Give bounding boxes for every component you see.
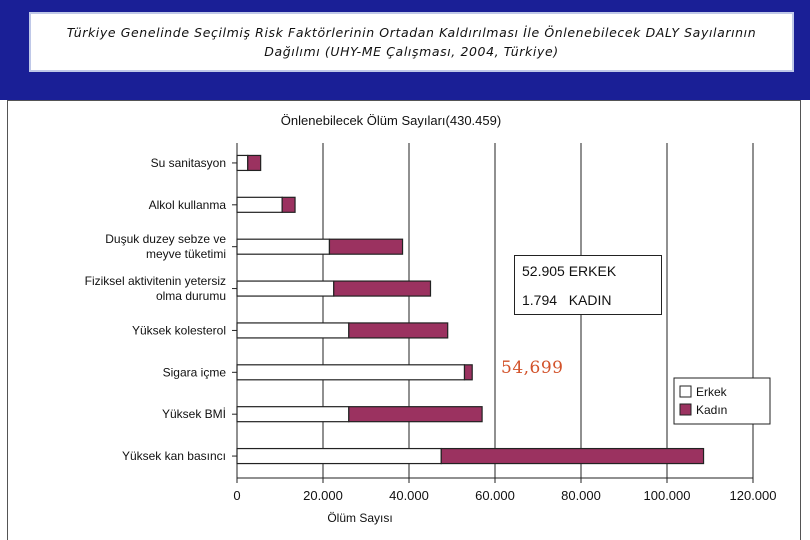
bar-erkek-3 [237, 239, 329, 254]
bar-erkek-1 [237, 155, 248, 170]
annotation-box [514, 255, 662, 315]
bar-erkek-7 [237, 407, 349, 422]
x-axis-label: Ölüm Sayısı [327, 511, 393, 525]
x-tick-label: 80.000 [561, 488, 601, 503]
bar-kadın-8 [441, 449, 703, 464]
slide-title-line2: Dağılımı (UHY-ME Çalışması, 2004, Türkiye) [264, 44, 559, 59]
bar-kadın-4 [334, 281, 431, 296]
annotation-line-kadin: 1.794 KADIN [522, 292, 612, 308]
category-label: olma durumu [155, 289, 226, 304]
category-label: Duşuk duzey sebze ve [105, 232, 226, 247]
x-tick-label: 100.000 [643, 488, 691, 503]
bar-erkek-6 [237, 365, 464, 380]
bar-erkek-5 [237, 323, 349, 338]
x-tick-label: 0 [233, 488, 241, 503]
bar-kadın-1 [248, 155, 261, 170]
legend-swatch-erkek [680, 386, 691, 397]
category-label: Alkol kullanma [148, 197, 226, 212]
chart-title: Önlenebilecek Ölüm Sayıları(430.459) [280, 113, 502, 128]
category-label: Su sanitasyon [150, 155, 226, 170]
legend-label-kadın: Kadın [696, 403, 728, 417]
bar-erkek-4 [237, 281, 334, 296]
bar-kadın-3 [329, 239, 402, 254]
slide-title-line1: Türkiye Genelinde Seçilmiş Risk Faktörlerinin Ortadan Kaldırılması İle Önlenebilecek DALY Sayılarının [66, 25, 757, 40]
x-tick-label: 40.000 [389, 488, 429, 503]
bar-kadın-5 [349, 323, 448, 338]
category-label: Yüksek BMİ [161, 407, 226, 422]
category-label: Fiziksel aktivitenin yetersiz [84, 274, 226, 289]
bar-kadın-2 [282, 197, 295, 212]
bar-erkek-8 [237, 449, 441, 464]
x-tick-label: 120.000 [729, 488, 777, 503]
annotation-line-erkek: 52.905 ERKEK [522, 263, 617, 279]
highlight-value: 54,699 [501, 358, 564, 378]
bar-kadın-6 [464, 365, 472, 380]
category-label: meyve tüketimi [145, 247, 226, 262]
bar-kadın-7 [349, 407, 482, 422]
legend-swatch-kadın [680, 404, 691, 415]
category-label: Yüksek kolesterol [131, 323, 226, 338]
x-tick-label: 60.000 [475, 488, 515, 503]
category-label: Yüksek kan basıncı [121, 449, 226, 464]
category-label: Sigara içme [162, 365, 226, 380]
legend-label-erkek: Erkek [696, 385, 727, 399]
x-tick-label: 20.000 [303, 488, 343, 503]
bar-erkek-2 [237, 197, 282, 212]
